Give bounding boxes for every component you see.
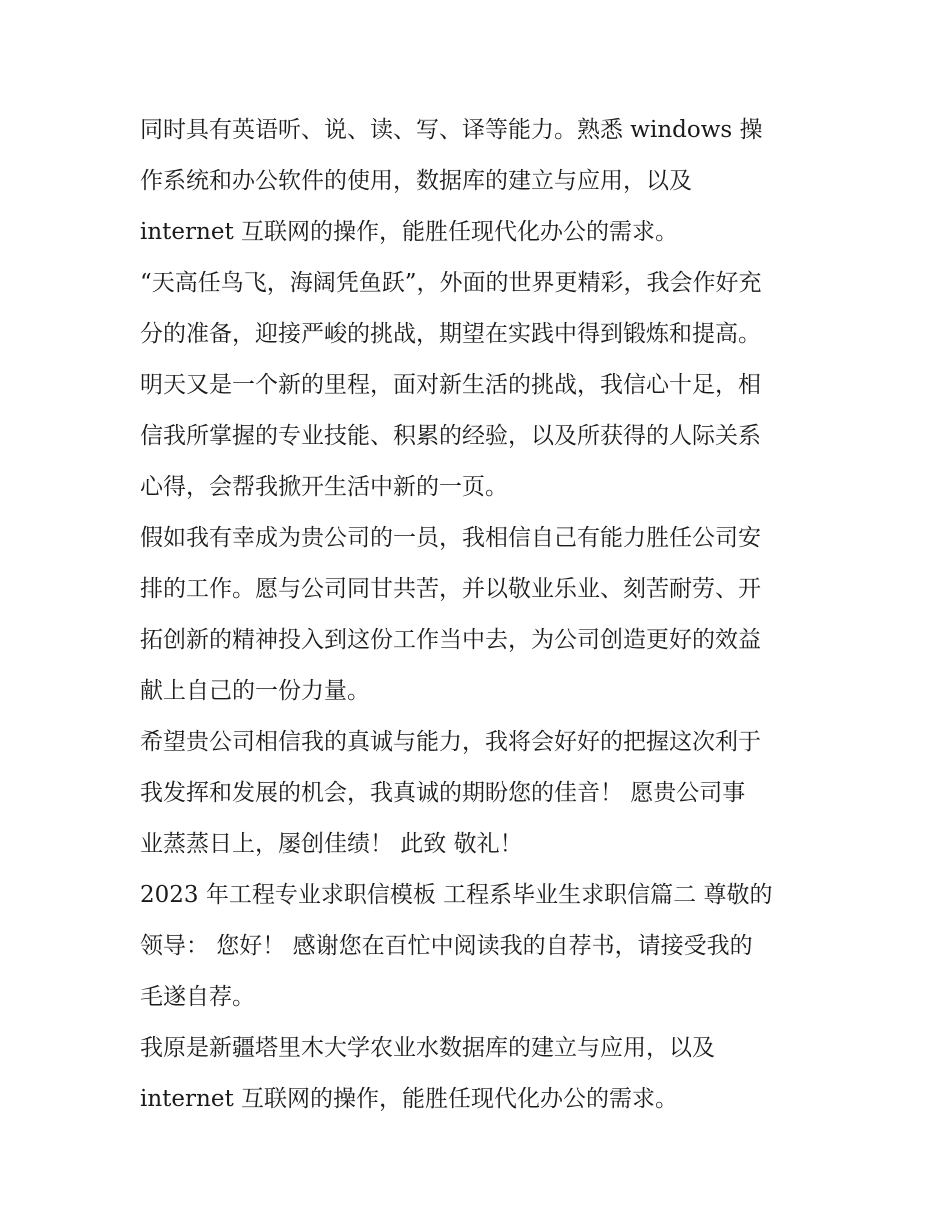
text-line: 业蒸蒸日上，屡创佳绩！ 此致 敬礼！ (140, 831, 523, 857)
text-line: 作系统和办公软件的使用，数据库的建立与应用，以及 (140, 168, 692, 194)
text-line: 希望贵公司相信我的真诚与能力，我将会好好的把握这次利于 (140, 729, 761, 755)
text-line: internet 互联网的操作，能胜任现代化办公的需求。 (140, 1086, 678, 1112)
text-line: 排的工作。愿与公司同甘共苦，并以敬业乐业、刻苦耐劳、开 (140, 576, 761, 602)
text-line: 同时具有英语听、说、读、写、译等能力。熟悉 windows 操 (140, 117, 763, 143)
text-line: 献上自己的一份力量。 (140, 678, 370, 704)
text-line: 心得，会帮我掀开生活中新的一页。 (140, 474, 508, 500)
text-line: 明天又是一个新的里程，面对新生活的挑战，我信心十足，相 (140, 372, 761, 398)
text-line: “天高任鸟飞，海阔凭鱼跃”，外面的世界更精彩，我会作好充 (140, 270, 762, 296)
text-line: 2023 年工程专业求职信模板 工程系毕业生求职信篇二 尊敬的 (140, 882, 773, 908)
text-line: 信我所掌握的专业技能、积累的经验，以及所获得的人际关系 (140, 423, 761, 449)
text-line: 领导： 您好！ 感谢您在百忙中阅读我的自荐书，请接受我的 (140, 933, 753, 959)
text-line: 我原是新疆塔里木大学农业水数据库的建立与应用，以及 (140, 1035, 715, 1061)
text-line: 毛遂自荐。 (140, 984, 255, 1010)
text-line: 我发挥和发展的机会，我真诚的期盼您的佳音！ 愿贵公司事 (140, 780, 746, 806)
text-line: internet 互联网的操作，能胜任现代化办公的需求。 (140, 219, 678, 245)
text-line: 分的准备，迎接严峻的挑战，期望在实践中得到锻炼和提高。 (140, 321, 761, 347)
text-line: 拓创新的精神投入到这份工作当中去，为公司创造更好的效益 (140, 627, 761, 653)
text-line: 假如我有幸成为贵公司的一员，我相信自己有能力胜任公司安 (140, 525, 761, 551)
document-body (140, 105, 820, 1125)
